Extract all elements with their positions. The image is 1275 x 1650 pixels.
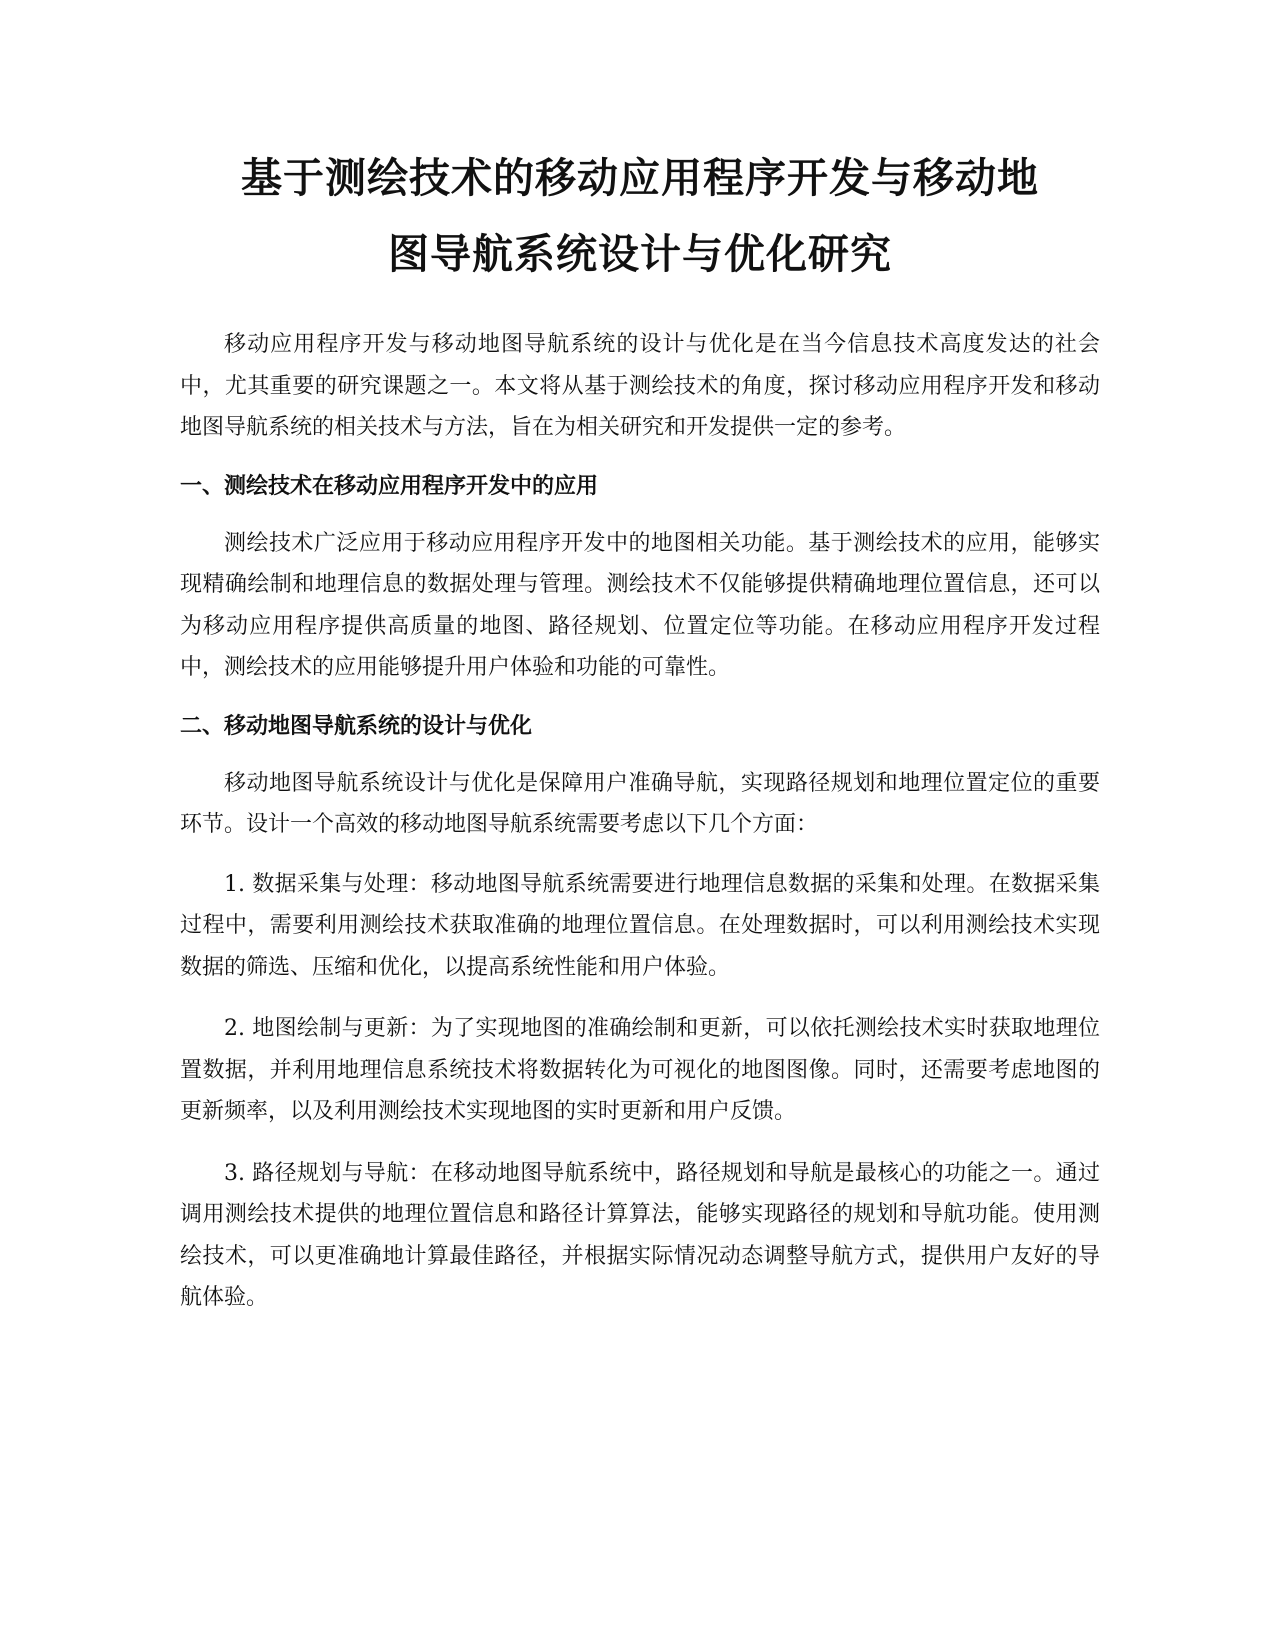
- list-item-3: 3. 路径规划与导航：在移动地图导航系统中，路径规划和导航是最核心的功能之一。通过调用测绘技术提供的地理位置信息和路径计算算法，能够实现路径的规划和导航功能。使用测绘技术，可以更准确地计算最佳路径，并根据实际情况动态调整导航方式，提供用户友好的导航体验。: [180, 1160, 1100, 1310]
- document-title: [180, 140, 1100, 292]
- list-item-2: 2. 地图绘制与更新：为了实现地图的准确绘制和更新，可以依托测绘技术实时获取地理位置数据，并利用地理信息系统技术将数据转化为可视化的地图图像。同时，还需要考虑地图的更新频率，以及利用测绘技术实现地图的实时更新和用户反馈。: [180, 1016, 1100, 1124]
- section-1-paragraph: 测绘技术广泛应用于移动应用程序开发中的地图相关功能。基于测绘技术的应用，能够实现精确绘制和地理信息的数据处理与管理。测绘技术不仅能够提供精确地理位置信息，还可以为移动应用程序提供高质量的地图、路径规划、位置定位等功能。在移动应用程序开发过程中，测绘技术的应用能够提升用户体验和功能的可靠性。: [180, 530, 1100, 680]
- intro-paragraph: 移动应用程序开发与移动地图导航系统的设计与优化是在当今信息技术高度发达的社会中，尤其重要的研究课题之一。本文将从基于测绘技术的角度，探讨移动应用程序开发和移动地图导航系统的相关技术与方法，旨在为相关研究和开发提供一定的参考。: [180, 332, 1100, 440]
- section-1-heading: 一、测绘技术在移动应用程序开发中的应用: [180, 473, 599, 499]
- section-2-paragraph: 移动地图导航系统设计与优化是保障用户准确导航，实现路径规划和地理位置定位的重要环节。设计一个高效的移动地图导航系统需要考虑以下几个方面：: [180, 770, 1100, 837]
- section-2-heading: 二、移动地图导航系统的设计与优化: [180, 713, 533, 739]
- title-line-2: 图导航系统设计与优化研究: [388, 230, 892, 278]
- list-item-1: 1. 数据采集与处理：移动地图导航系统需要进行地理信息数据的采集和处理。在数据采集过程中，需要利用测绘技术获取准确的地理位置信息。在处理数据时，可以利用测绘技术实现数据的筛选、压缩和优化，以提高系统性能和用户体验。: [180, 871, 1100, 980]
- title-line-1: 基于测绘技术的移动应用程序开发与移动地: [241, 154, 1039, 202]
- document-page: [180, 140, 1100, 1339]
